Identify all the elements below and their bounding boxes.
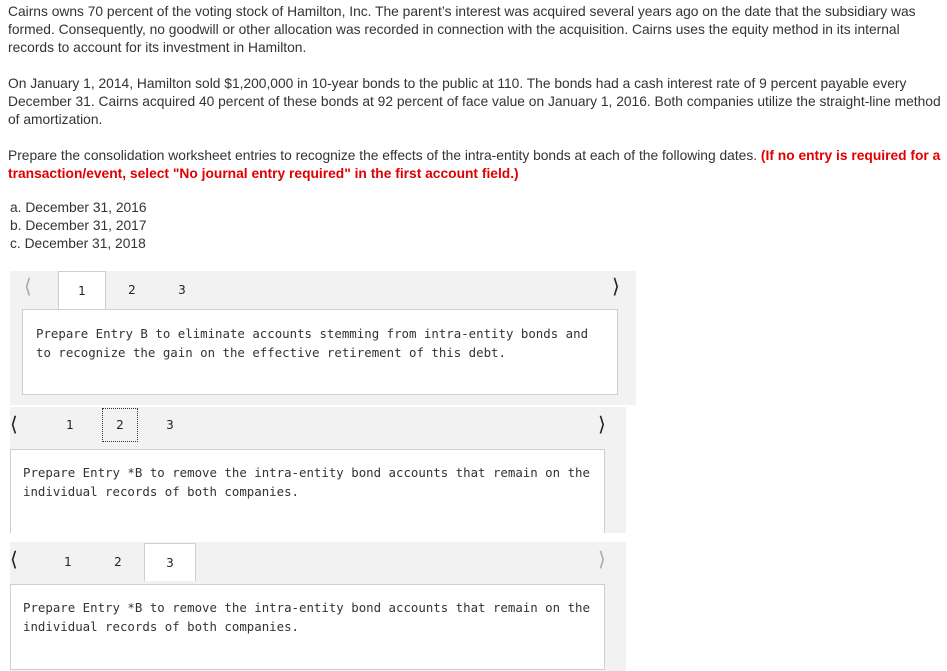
tab-1[interactable]: 1 xyxy=(64,555,72,569)
tab-content-a: Prepare Entry B to eliminate accounts stemming from intra-entity bonds and to recognize the gain on the effective retirement of this debt. xyxy=(22,309,618,395)
tab-bar-a xyxy=(58,271,218,309)
task-text: Prepare the consolidation worksheet entries to recognize the effects of the intra-entity bonds at each of the following dates. xyxy=(8,148,758,163)
tab-2[interactable]: 2 xyxy=(96,406,144,444)
tab-3[interactable]: 3 xyxy=(144,543,196,581)
chevron-left-icon[interactable]: ⟨ xyxy=(24,274,32,298)
instruction-text: (If no entry is required for a transaction/event, select "No journal entry required" in the first account field.) xyxy=(8,148,941,181)
tab-bar-c xyxy=(44,543,204,581)
tab-1[interactable]: 1 xyxy=(58,271,106,309)
chevron-right-icon[interactable]: ⟩ xyxy=(598,547,606,571)
problem-paragraph-1: Cairns owns 70 percent of the voting stock of Hamilton, Inc. The parent’s interest was acquired several years ago on the date that the subsidiary was formed. Consequently, no goodwill or other allocation was recorded in connection with the acquisition. Cairns uses the equity method in its internal records to account for its investment in Hamilton. xyxy=(8,4,916,55)
tab-2[interactable]: 2 xyxy=(128,283,136,297)
tab-1[interactable]: 1 xyxy=(66,418,74,432)
tab-3[interactable]: 3 xyxy=(178,283,186,297)
requirement-b: b. December 31, 2017 xyxy=(10,218,147,233)
problem-paragraph-3 xyxy=(8,147,942,183)
tab-content-b: Prepare Entry *B to remove the intra-entity bond accounts that remain on the individual records of both companies. xyxy=(10,449,605,533)
tab-content-c: Prepare Entry *B to remove the intra-entity bond accounts that remain on the individual records of both companies. xyxy=(10,584,605,670)
chevron-left-icon[interactable]: ⟨ xyxy=(10,412,18,436)
tab-2[interactable]: 2 xyxy=(114,555,122,569)
requirement-c: c. December 31, 2018 xyxy=(10,236,146,251)
problem-paragraph-2: On January 1, 2014, Hamilton sold $1,200,000 in 10-year bonds to the public at 110. The bonds had a cash interest rate of 9 percent payable every December 31. Cairns acquired 40 percent of these bonds at 92 percent of face value on January 1, 2016. Both companies utilize the straight-line method of amortization. xyxy=(8,76,941,127)
requirement-a: a. December 31, 2016 xyxy=(10,200,147,215)
requirements-list xyxy=(10,199,147,253)
chevron-right-icon[interactable]: ⟩ xyxy=(612,274,620,298)
chevron-right-icon[interactable]: ⟩ xyxy=(598,412,606,436)
tab-bar-b xyxy=(46,406,206,444)
chevron-left-icon[interactable]: ⟨ xyxy=(10,547,18,571)
tab-3[interactable]: 3 xyxy=(166,418,174,432)
